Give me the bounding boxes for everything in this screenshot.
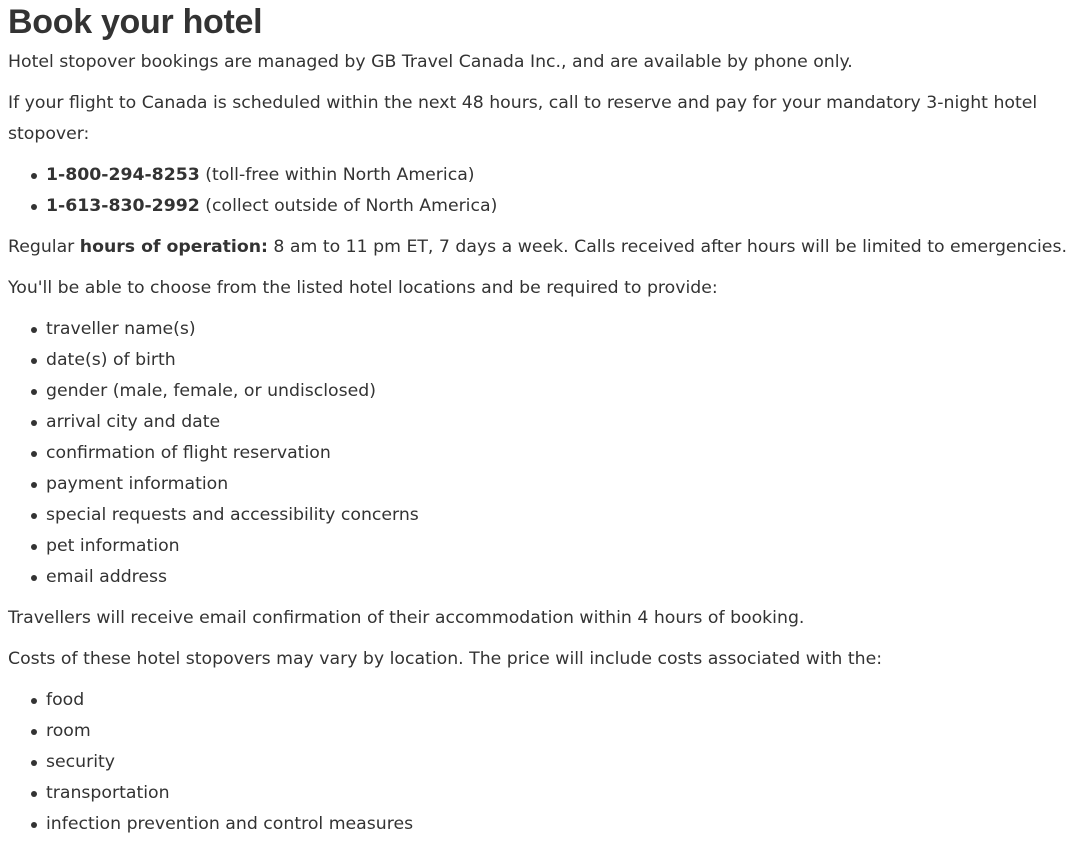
list-item: traveller name(s)	[8, 314, 1072, 345]
phone-item-tollfree	[8, 160, 1072, 191]
phone-list	[8, 160, 1072, 222]
list-item: food	[8, 685, 1072, 716]
list-item: infection prevention and control measures	[8, 809, 1072, 840]
hours-text: 8 am to 11 pm ET, 7 days a week. Calls received after hours will be limited to emergencies.	[267, 237, 1067, 257]
list-item: security	[8, 747, 1072, 778]
list-item: date(s) of birth	[8, 345, 1072, 376]
phone-number-tollfree[interactable]: 1-800-294-8253	[46, 165, 200, 185]
phone-note-collect: (collect outside of North America)	[199, 196, 498, 216]
requirements-list	[8, 314, 1072, 593]
list-item: gender (male, female, or undisclosed)	[8, 376, 1072, 407]
requirements-intro: You'll be able to choose from the listed hotel locations and be required to provide:	[8, 278, 718, 298]
costs-list	[8, 685, 1072, 840]
list-item: pet information	[8, 531, 1072, 562]
hours-paragraph	[8, 232, 1072, 263]
list-item: confirmation of flight reservation	[8, 438, 1072, 469]
list-item: email address	[8, 562, 1072, 593]
phone-note-tollfree: (toll-free within North America)	[199, 165, 475, 185]
list-item: payment information	[8, 469, 1072, 500]
call-instruction-paragraph: If your flight to Canada is scheduled within the next 48 hours, call to reserve and pay for your mandatory 3-night hotel stopover:	[8, 93, 1038, 144]
hours-prefix: Regular	[8, 237, 80, 257]
confirmation-paragraph: Travellers will receive email confirmation of their accommodation within 4 hours of booking.	[8, 608, 805, 628]
list-item: room	[8, 716, 1072, 747]
list-item: arrival city and date	[8, 407, 1072, 438]
costs-intro: Costs of these hotel stopovers may vary by location. The price will include costs associated with the:	[8, 649, 883, 669]
hours-label: hours of operation:	[79, 237, 268, 257]
intro-paragraph: Hotel stopover bookings are managed by GB Travel Canada Inc., and are available by phone only.	[8, 52, 853, 72]
list-item: transportation	[8, 778, 1072, 809]
list-item: special requests and accessibility concerns	[8, 500, 1072, 531]
phone-number-collect[interactable]: 1-613-830-2992	[46, 196, 200, 216]
phone-item-collect	[8, 191, 1072, 222]
page-title: Book your hotel	[8, 3, 263, 41]
